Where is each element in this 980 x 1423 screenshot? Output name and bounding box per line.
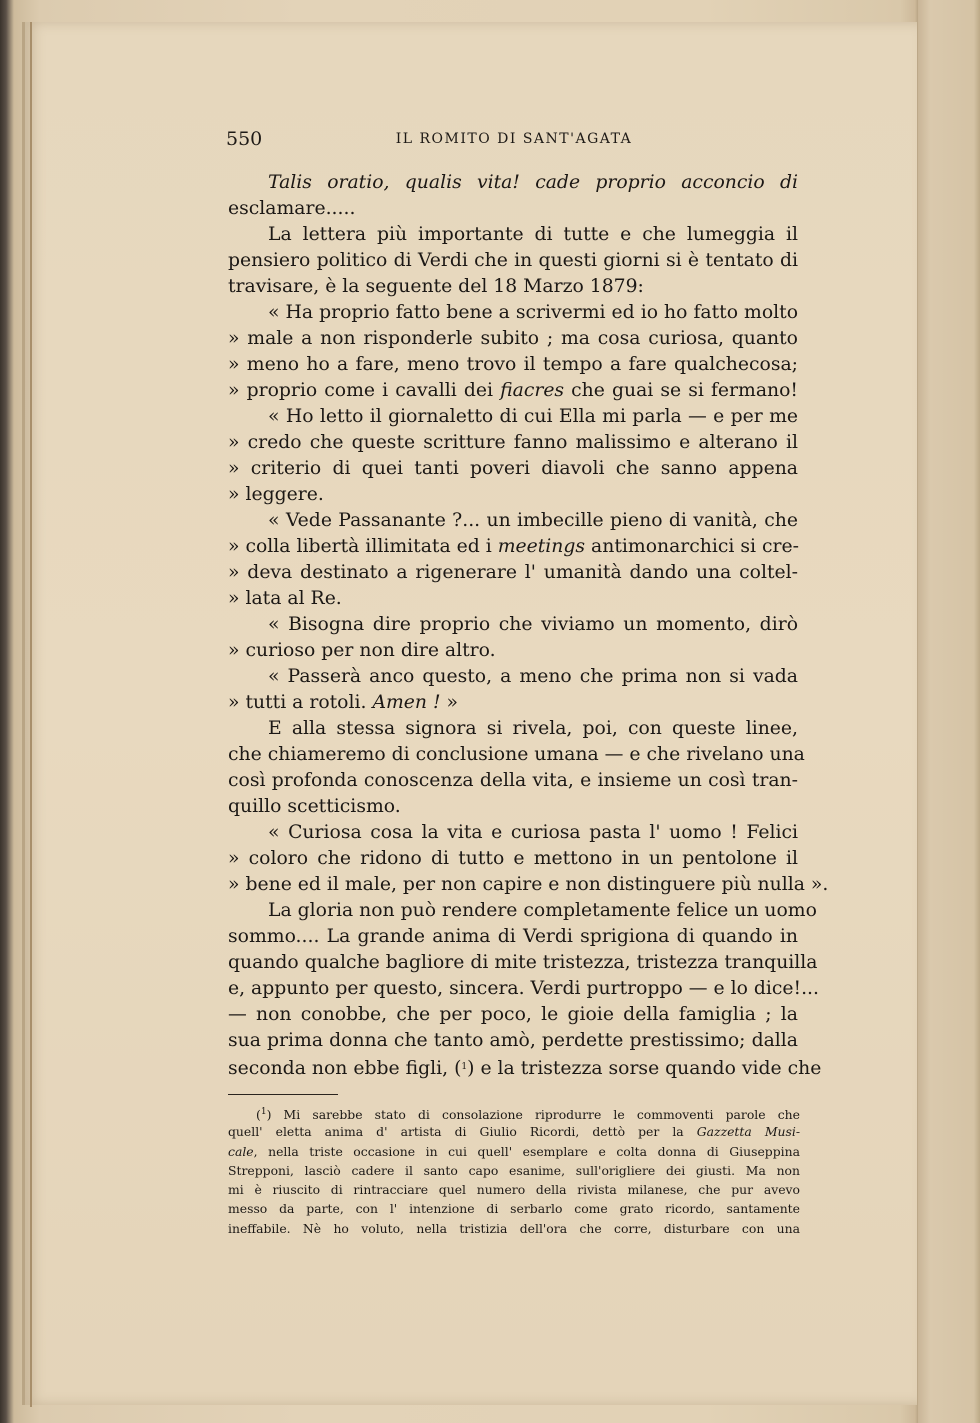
text-line: » male a non risponderle subito ; ma cosa curiosa, quanto [228,328,798,349]
text-line: « Passerà anco questo, a meno che prima non si vada [268,666,798,687]
page-number: 550 [226,128,263,150]
text-line: La gloria non può rendere completamente felice un uomo [268,900,817,921]
page-header [226,128,802,156]
body-text [228,170,829,1080]
footnote-line: messo da parte, con l' intenzione di serbarlo come grato ricordo, santamente [228,1201,800,1217]
text-line: » leggere. [228,484,324,505]
facing-page-edge [918,0,980,1423]
text-line: quando qualche bagliore di mite tristezza, tristezza tranquilla [228,952,818,973]
running-title: IL ROMITO DI SANT'AGATA [395,131,633,147]
text-line: » criterio di quei tanti poveri diavoli che sanno appena [228,458,798,479]
footnote-line: mi è riuscito di rintracciare quel numero della rivista milanese, che pur avevo [228,1182,800,1198]
text-line: sommo.... La grande anima di Verdi sprigiona di quando in [228,926,798,947]
footnote-line: cale, nella triste occasione in cui quell' esemplare e colta donna di Giuseppina [228,1143,800,1159]
footnote-rule [228,1094,338,1095]
text-line: » colla libertà illimitata ed i meetings antimonarchici si cre- [228,536,799,557]
text-line: pensiero politico di Verdi che in questi giorni si è tentato di [228,250,798,271]
footnote-line: ($^1$) Mi sarebbe stato di consolazione riprodurre le commoventi parole che [256,1107,800,1122]
text-line: » lata al Re. [228,588,342,609]
text-line: seconda non ebbe figli, ($^1$) e la tristezza sorse quando vide che [228,1058,822,1079]
text-line: e, appunto per questo, sincera. Verdi purtroppo — e lo dice!... [228,978,819,999]
text-line: » curioso per non dire altro. [228,640,496,661]
text-line: » meno ho a fare, meno trovo il tempo a fare qualchecosa; [228,354,798,375]
text-line: » credo che queste scritture fanno malissimo e alterano il [228,432,798,453]
text-line: « Ha proprio fatto bene a scrivermi ed io ho fatto molto [268,302,798,323]
text-line: « Bisogna dire proprio che viviamo un momento, dirò [268,614,798,635]
text-line: — non conobbe, che per poco, le gioie della famiglia ; la [228,1004,798,1025]
text-line: quillo scetticismo. [228,796,401,817]
text-line: che chiameremo di conclusione umana — e che rivelano una [228,744,805,765]
text-line: » deva destinato a rigenerare l' umanità dando una coltel- [228,562,798,583]
footnote-line: Strepponi, lasciò cadere il santo capo esanime, sull'origliere dei giusti. Ma non [228,1162,800,1178]
text-line: » bene ed il male, per non capire e non distinguere più nulla ». [228,874,829,895]
text-line: » proprio come i cavalli dei fiacres che guai se si fermano! [228,380,798,401]
footnote [228,1103,800,1238]
page-edge-line [30,22,32,1407]
text-line: « Vede Passanante ?... un imbecille pieno di vanità, che [268,510,798,531]
text-line: « Ho letto il giornaletto di cui Ella mi parla — e per me [268,406,798,427]
text-line: » tutti a rotoli. Amen ! » [228,692,459,713]
footnote-line: ineffabile. Nè ho voluto, nella tristizia dell'ora che corre, disturbare con una [228,1220,800,1236]
text-line: Talis oratio, qualis vita! cade proprio acconcio di [268,172,798,193]
footnote-line: quell' eletta anima d' artista di Giulio Ricordi, dettò per la Gazzetta Musi- [228,1124,801,1140]
text-line: E alla stessa signora si rivela, poi, con queste linee, [268,718,798,739]
footnote-marker: 1 [461,1062,468,1072]
text-line: travisare, è la seguente del 18 Marzo 1879: [228,276,644,297]
text-line: esclamare..... [228,198,356,219]
text-line: » coloro che ridono di tutto e mettono in un pentolone il [228,848,798,869]
text-line: così profonda conoscenza della vita, e insieme un così tran- [228,770,798,791]
text-line: La lettera più importante di tutte e che lumeggia il [268,224,798,245]
text-line: sua prima donna che tanto amò, perdette prestissimo; dalla [228,1030,798,1051]
text-line: « Curiosa cosa la vita e curiosa pasta l' uomo ! Felici [268,822,798,843]
